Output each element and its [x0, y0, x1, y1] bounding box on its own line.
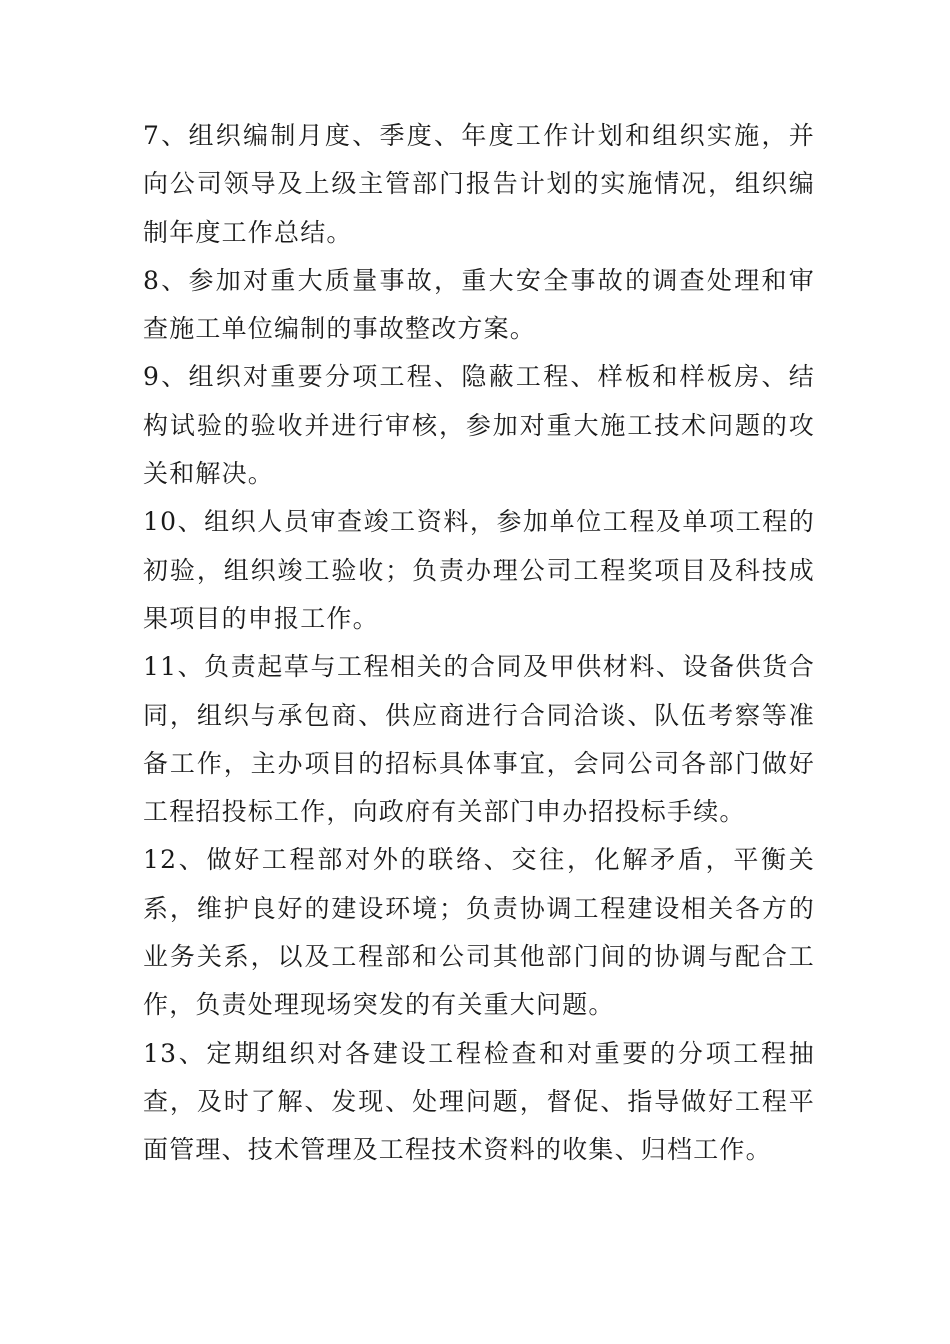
paragraph-item-8: 8、参加对重大质量事故，重大安全事故的调查处理和审查施工单位编制的事故整改方案。 [143, 265, 815, 344]
paragraph-item-11: 11、负责起草与工程相关的合同及甲供材料、设备供货合同，组织与承包商、供应商进行合同洽谈、队伍考察等准备工作，主办项目的招标具体事宜，会同公司各部门做好工程招投标工作，向政府有关部门申办招投标手续。 [143, 652, 815, 827]
paragraph-item-12: 12、做好工程部对外的联络、交往，化解矛盾，平衡关系，维护良好的建设环境；负责协调工程建设相关各方的业务关系，以及工程部和公司其他部门间的协调与配合工作，负责处理现场突发的有关重大问题。 [143, 845, 815, 1020]
document-body [143, 112, 815, 1175]
paragraph-item-9: 9、组织对重要分项工程、隐蔽工程、样板和样板房、结构试验的验收并进行审核，参加对重大施工技术问题的攻关和解决。 [143, 362, 815, 489]
paragraph-item-7: 7、组织编制月度、季度、年度工作计划和组织实施，并向公司领导及上级主管部门报告计划的实施情况，组织编制年度工作总结。 [143, 121, 815, 247]
paragraph-item-13: 13、定期组织对各建设工程检查和对重要的分项工程抽查，及时了解、发现、处理问题，督促、指导做好工程平面管理、技术管理及工程技术资料的收集、归档工作。 [143, 1038, 815, 1165]
paragraph-item-10: 10、组织人员审查竣工资料，参加单位工程及单项工程的初验，组织竣工验收；负责办理公司工程奖项目及科技成果项目的申报工作。 [143, 507, 815, 633]
